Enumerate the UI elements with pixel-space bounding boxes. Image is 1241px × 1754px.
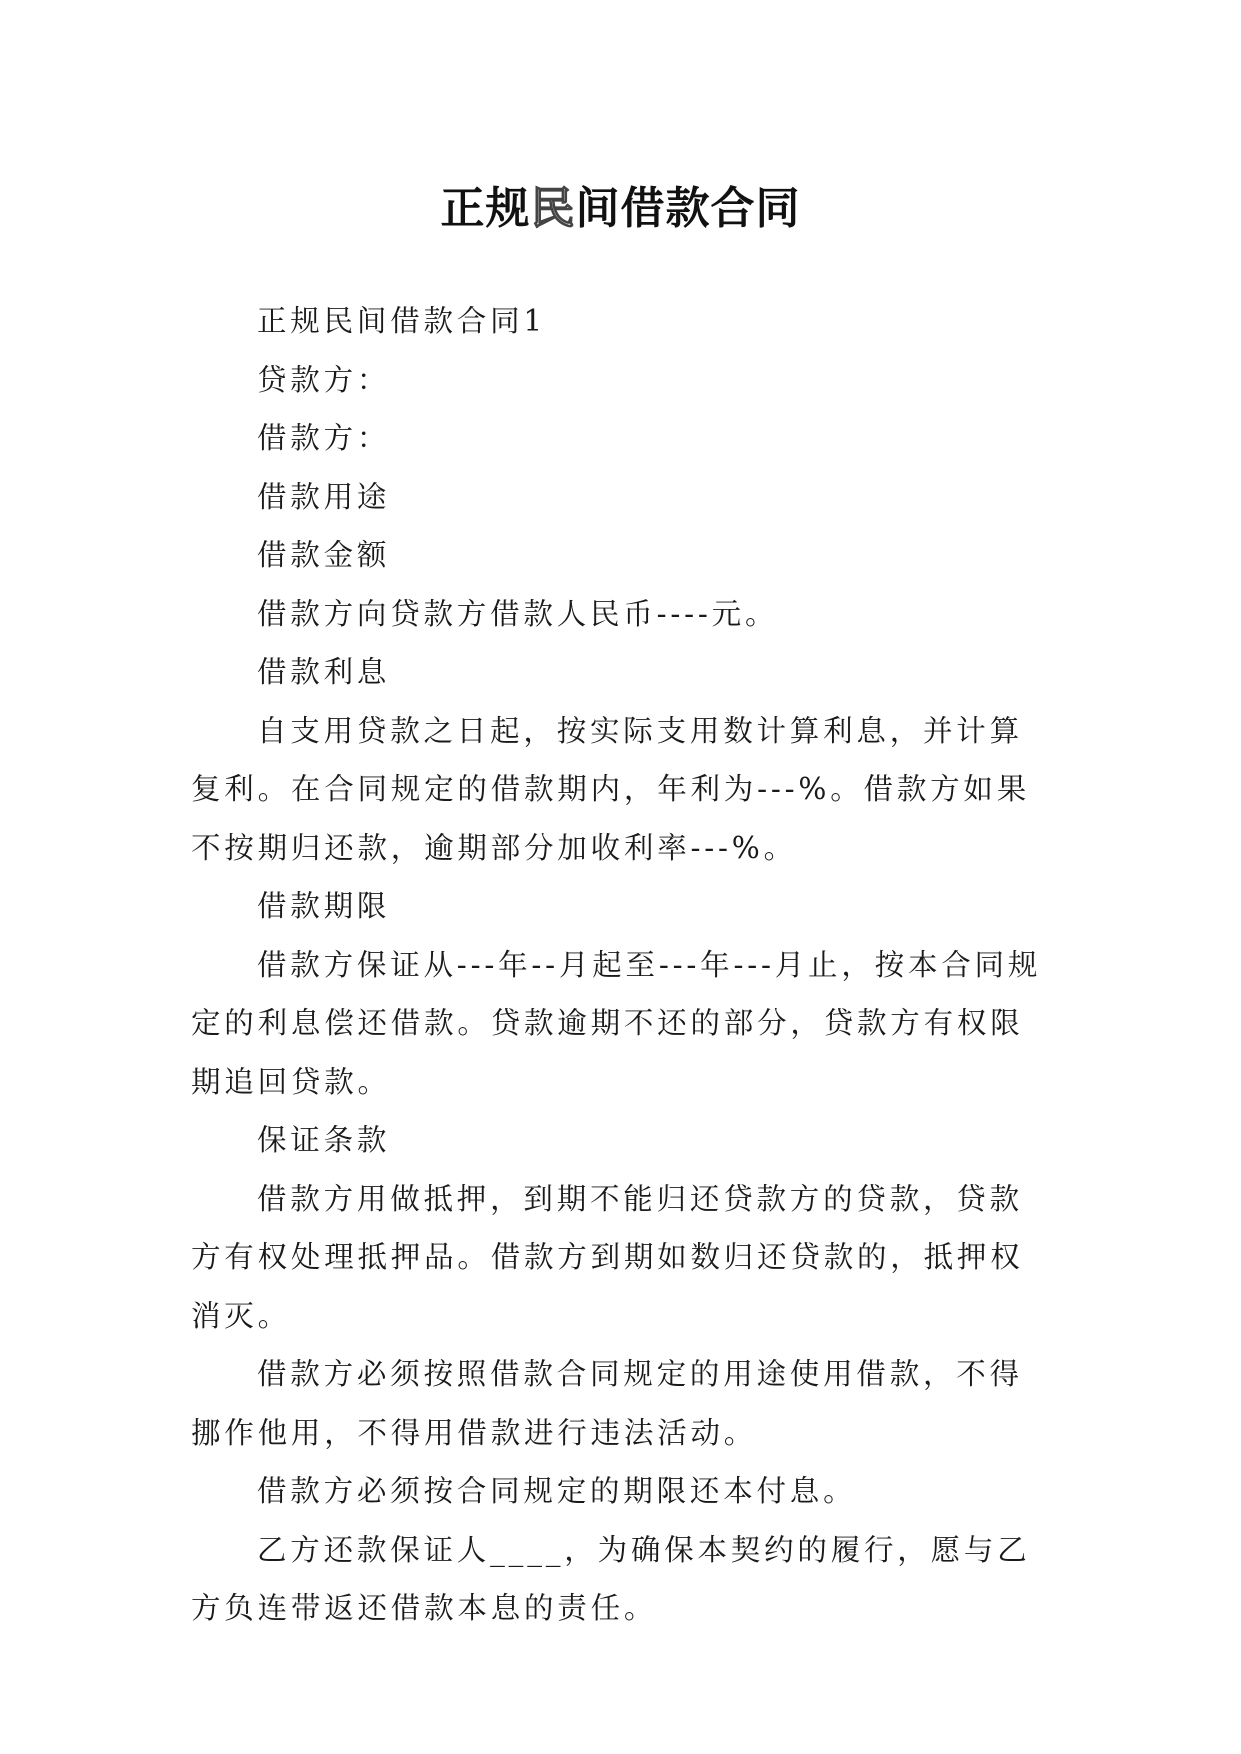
paragraph-loan-purpose: 借款用途 <box>257 479 391 514</box>
paragraph-amount-text: 借款方向贷款方借款人民币----元。 <box>257 596 779 631</box>
paragraph-usage-text: 借款方必须按照借款合同规定的用途使用借款，不得挪作他用，不得用借款进行违法活动。 <box>191 1357 1023 1450</box>
paragraph-heading-contract: 正规民间借款合同1 <box>257 304 546 338</box>
title-part-2: 民 <box>530 183 576 235</box>
paragraph-collateral-text: 借款方用做抵押，到期不能归还贷款方的贷款，贷款方有权处理抵押品。借款方到期如数归还贷款的，抵押权消灭。 <box>191 1181 1024 1333</box>
paragraph-term-text: 借款方保证从---年--月起至---年---月止，按本合同规定的利息偿还借款。贷款逾期不还的部分，贷款方有权限期追回贷款。 <box>191 947 1042 1099</box>
paragraph-loan-interest: 借款利息 <box>257 655 391 689</box>
paragraph-loan-amount: 借款金额 <box>257 538 391 572</box>
paragraph-loan-term: 借款期限 <box>257 889 391 923</box>
paragraph-borrower: 借款方： <box>257 421 391 455</box>
paragraph-repayment-text: 借款方必须按合同规定的期限还本付息。 <box>257 1474 857 1508</box>
paragraph-guarantee-clause: 保证条款 <box>257 1123 391 1157</box>
document-title <box>0 179 1241 239</box>
paragraph-guarantor-text: 乙方还款保证人____，为确保本契约的履行，愿与乙方负连带返还借款本息的责任。 <box>191 1532 1031 1625</box>
paragraph-lender: 贷款方： <box>257 362 391 397</box>
title-part-3: 间借款合同 <box>575 183 801 235</box>
title-part-1: 正规 <box>440 183 531 235</box>
document-body <box>191 292 1051 1638</box>
paragraph-interest-text: 自支用贷款之日起，按实际支用数计算利息，并计算复利。在合同规定的借款期内，年利为---%。借款方如果不按期归还款，逾期部分加收利率---%。 <box>191 713 1031 865</box>
